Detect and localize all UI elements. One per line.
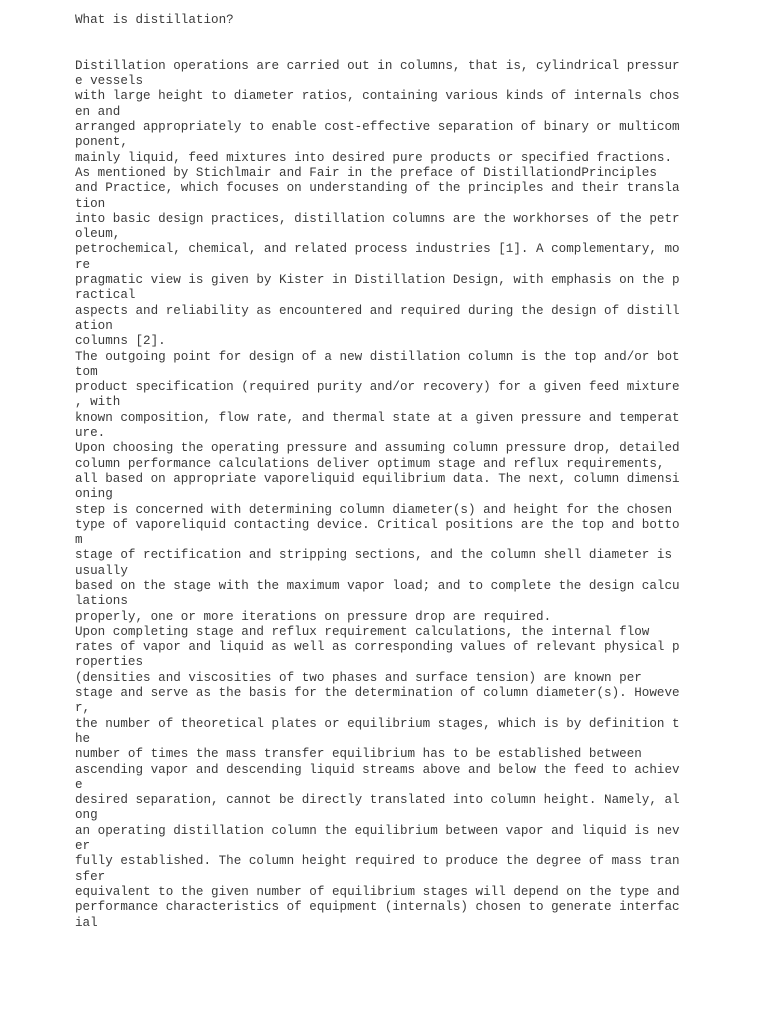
text-line: ponent, [75,135,128,150]
text-line: the number of theoretical plates or equilibrium stages, which is by definition t [75,716,680,731]
text-line: aspects and reliability as encountered and required during the design of distill [75,303,680,318]
text-line: equivalent to the given number of equilibrium stages will depend on the type and [75,884,680,899]
text-line: performance characteristics of equipment (internals) chosen to generate interfac [75,900,680,915]
text-line: en and [75,104,121,119]
text-line: tion [75,196,106,211]
text-line: arranged appropriately to enable cost-effective separation of binary or multicom [75,120,680,135]
document-text [75,59,755,931]
text-line: Upon choosing the operating pressure and assuming column pressure drop, detailed [75,441,680,456]
text-line: an operating distillation column the equilibrium between vapor and liquid is nev [75,823,680,838]
text-line: desired separation, cannot be directly translated into column height. Namely, al [75,793,680,808]
text-line: ascending vapor and descending liquid streams above and below the feed to achiev [75,762,680,777]
text-line: with large height to diameter ratios, containing various kinds of internals chos [75,89,680,104]
text-line: re [75,257,91,272]
text-line: columns [2]. [75,334,166,349]
text-line: product specification (required purity and/or recovery) for a given feed mixture [75,380,680,395]
document-body [75,13,755,931]
text-line: ong [75,808,98,823]
text-line: number of times the mass transfer equilibrium has to be established between [75,747,642,762]
document-title: What is distillation? [75,13,234,27]
text-line: lations [75,594,128,609]
text-line: m [75,533,83,548]
text-line: all based on appropriate vaporeliquid equilibrium data. The next, column dimensi [75,471,680,486]
text-line: (densities and viscosities of two phases and surface tension) are known per [75,670,642,685]
text-line: sfer [75,869,106,884]
text-line: petrochemical, chemical, and related process industries [1]. A complementary, mo [75,242,680,257]
text-line: , with [75,395,121,410]
text-line: fully established. The column height required to produce the degree of mass tran [75,854,680,869]
text-line: and Practice, which focuses on understanding of the principles and their transla [75,181,680,196]
text-line: step is concerned with determining column diameter(s) and height for the chosen [75,502,673,517]
text-line: stage of rectification and stripping sections, and the column shell diameter is [75,548,673,563]
text-line: e [75,777,83,792]
text-line: oning [75,487,113,502]
text-line: Upon completing stage and reflux requirement calculations, the internal flow [75,624,650,639]
text-line: into basic design practices, distillation columns are the workhorses of the petr [75,211,680,226]
text-line: oleum, [75,227,121,242]
text-line: ation [75,318,113,333]
text-line: ial [75,915,98,930]
text-line: column performance calculations deliver optimum stage and reflux requirements, [75,456,665,471]
text-line: The outgoing point for design of a new distillation column is the top and/or bot [75,349,680,364]
text-line: e vessels [75,74,144,89]
text-line: ure. [75,426,106,441]
text-line: properly, one or more iterations on pressure drop are required. [75,609,552,624]
text-line: r, [75,701,91,716]
text-line: known composition, flow rate, and thermal state at a given pressure and temperat [75,410,680,425]
text-line: As mentioned by Stichlmair and Fair in the preface of DistillationdPrinciples [75,165,657,180]
text-line: he [75,731,91,746]
text-line: roperties [75,655,144,670]
text-line: er [75,839,91,854]
text-line: rates of vapor and liquid as well as corresponding values of relevant physical p [75,640,680,655]
text-line: ractical [75,288,136,303]
text-line: type of vaporeliquid contacting device. Critical positions are the top and botto [75,517,680,532]
text-line: mainly liquid, feed mixtures into desired pure products or specified fractions. [75,150,673,165]
text-line: tom [75,364,98,379]
text-line: stage and serve as the basis for the determination of column diameter(s). Howeve [75,686,680,701]
text-line: pragmatic view is given by Kister in Distillation Design, with emphasis on the p [75,273,680,288]
text-line: based on the stage with the maximum vapor load; and to complete the design calcu [75,578,680,593]
text-line: usually [75,563,128,578]
text-line: Distillation operations are carried out in columns, that is, cylindrical pressur [75,58,680,73]
